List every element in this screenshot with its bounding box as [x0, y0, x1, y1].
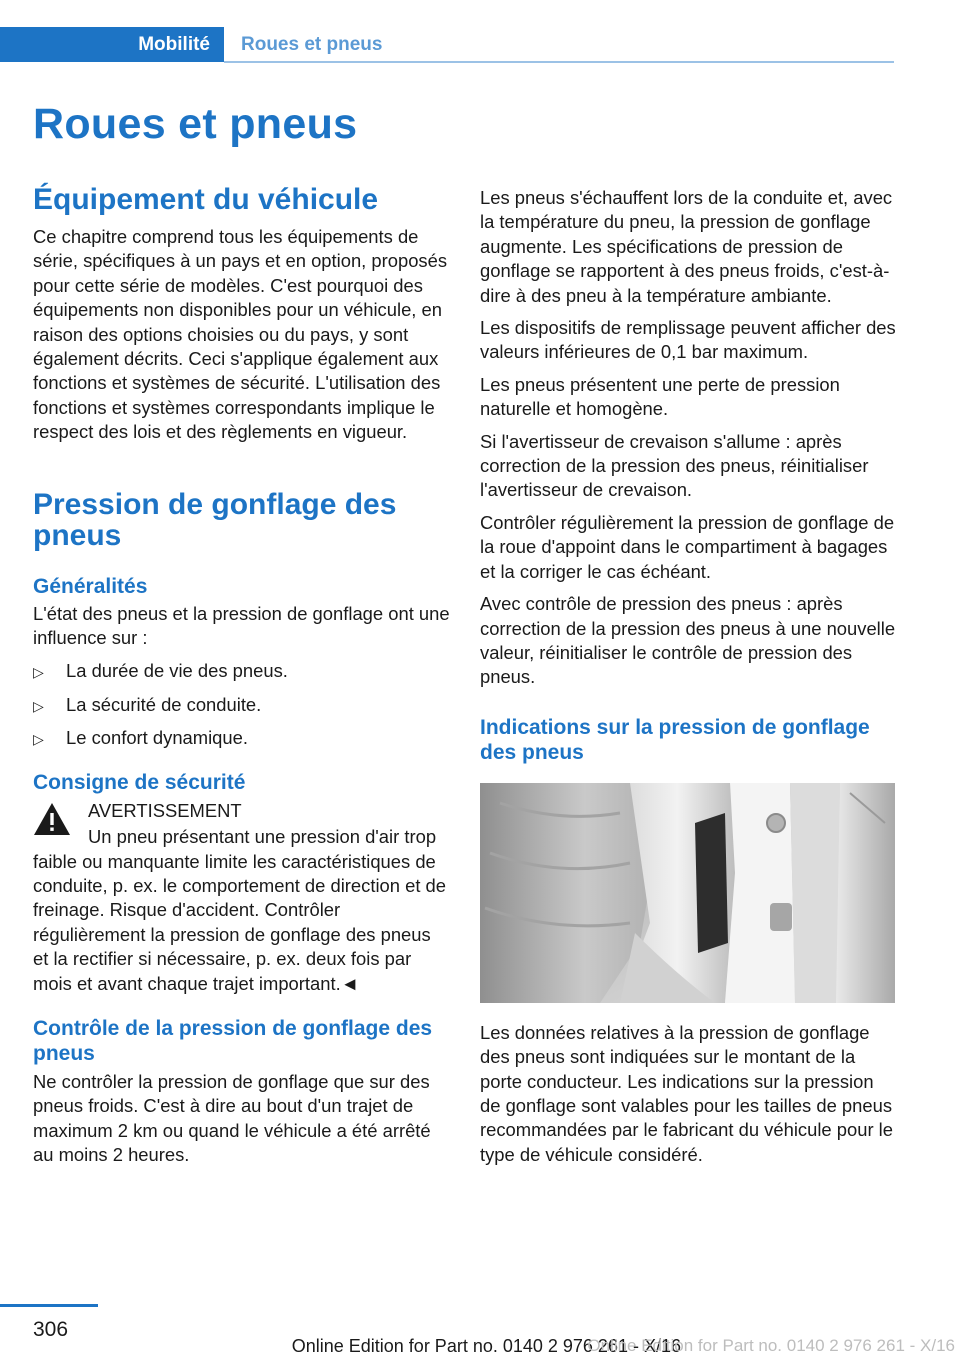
footer-rule: [0, 1304, 98, 1307]
general-heading: Généralités: [33, 574, 148, 598]
paragraph-loss: Les pneus présentent une perte de pression naturelle et homogène.: [480, 373, 840, 420]
general-paragraph: L'état des pneus et la pression de gonflage ont une influence sur :: [33, 602, 450, 649]
warning-text: Un pneu présentant une pression d'air trop faible ou manquante limite les caractéristiques de conduite, p. ex. le comportement de direction et de freinage. Risque d'accident. Contrôler régulièrement la pression de gonflage des pneus et la rectifier si nécessaire, p. ex. deux fois par mois et avant chaque trajet important.◄: [33, 826, 447, 994]
paragraph-spare: Contrôler régulièrement la pression de gonflage de la roue d'appoint dans le compartiment à bagages et la corriger le cas échéant.: [480, 511, 895, 582]
check-heading: Contrôle de la pression de gonflage des pneus: [33, 1016, 433, 1065]
header-rule: [224, 61, 894, 63]
header-section-tab: Mobilité: [0, 27, 224, 62]
paragraph-heating: Les pneus s'échauffent lors de la conduite et, avec la température du pneu, la pression de gonflage augmente. Les spécifications de pression de gonflage se rapportent à des pneus froids, c'est-à-dire à des pneu à la température ambiante.: [480, 187, 893, 306]
pressure-heading: Pression de gonflage des pneus: [33, 487, 397, 552]
triangle-bullet-icon: ▷: [33, 731, 44, 748]
header-chapter-tab: Roues et pneus: [224, 27, 894, 62]
door-pillar-illustration: [480, 783, 895, 1003]
door-pillar-photo: [480, 783, 895, 1003]
list-item: ▷ La durée de vie des pneus.: [33, 659, 451, 683]
right-column: [480, 186, 896, 1167]
paragraph-pillar-info: Les données relatives à la pression de gonflage des pneus sont indiquées sur le montant de la porte conducteur. Les indications sur la pression de gonflage sont valables pour les tailles de pneus recommandées par le fabricant du véhicule pour le type de véhicule considéré.: [480, 1021, 893, 1165]
triangle-bullet-icon: ▷: [33, 664, 44, 681]
indications-heading: Indications sur la pression de gonflage des pneus: [480, 715, 870, 764]
page-number: 306: [33, 1318, 69, 1341]
check-paragraph: Ne contrôler la pression de gonflage que sur des pneus froids. C'est à dire au bout d'un trajet de maximum 2 km ou quand le véhicule a été arrêté au moins 2 heures.: [33, 1070, 431, 1166]
triangle-bullet-icon: ▷: [33, 697, 44, 714]
warning-label: AVERTISSEMENT: [88, 799, 242, 821]
list-item: ▷ Le confort dynamique.: [33, 726, 451, 750]
left-column: [33, 184, 451, 1168]
equipment-heading: Équipement du véhicule: [33, 183, 379, 216]
warning-block: [33, 799, 451, 996]
list-item: ▷ La sécurité de conduite.: [33, 693, 451, 717]
safety-heading: Consigne de sécurité: [33, 770, 246, 794]
page-title: Roues et pneus: [33, 100, 358, 148]
influence-list: [33, 659, 451, 750]
equipment-paragraph: Ce chapitre comprend tous les équipements de série, spécifiques à un pays et en option, proposés pour cette série de modèles. C'est pourquoi des équipements non disponibles pour un véhicule, en raison des options choisies ou du pays, y sont également décrits. Ceci s'applique également aux fonctions et systèmes de sécurité. L'utilisation des fonctions et systèmes correspondants implique le respect des lois et des règlements en vigueur.: [33, 226, 448, 443]
paragraph-puncture: Si l'avertisseur de crevaison s'allume : après correction de la pression des pneus, réinitialiser l'avertisseur de crevaison.: [480, 430, 869, 501]
paragraph-devices: Les dispositifs de remplissage peuvent afficher des valeurs inférieures de 0,1 bar maximum.: [480, 317, 896, 363]
footer-watermark: Online Edition for Part no. 0140 2 976 261 - X/16: [587, 1336, 955, 1355]
page-header: [0, 27, 894, 63]
warning-triangle-icon: [33, 802, 71, 836]
footer-edition: Online Edition for Part no. 0140 2 976 261 - X/16: [291, 1336, 681, 1356]
paragraph-monitor: Avec contrôle de pression des pneus : après correction de la pression des pneus à une nouvelle valeur, réinitialiser le contrôle de pression des pneus.: [480, 593, 896, 688]
